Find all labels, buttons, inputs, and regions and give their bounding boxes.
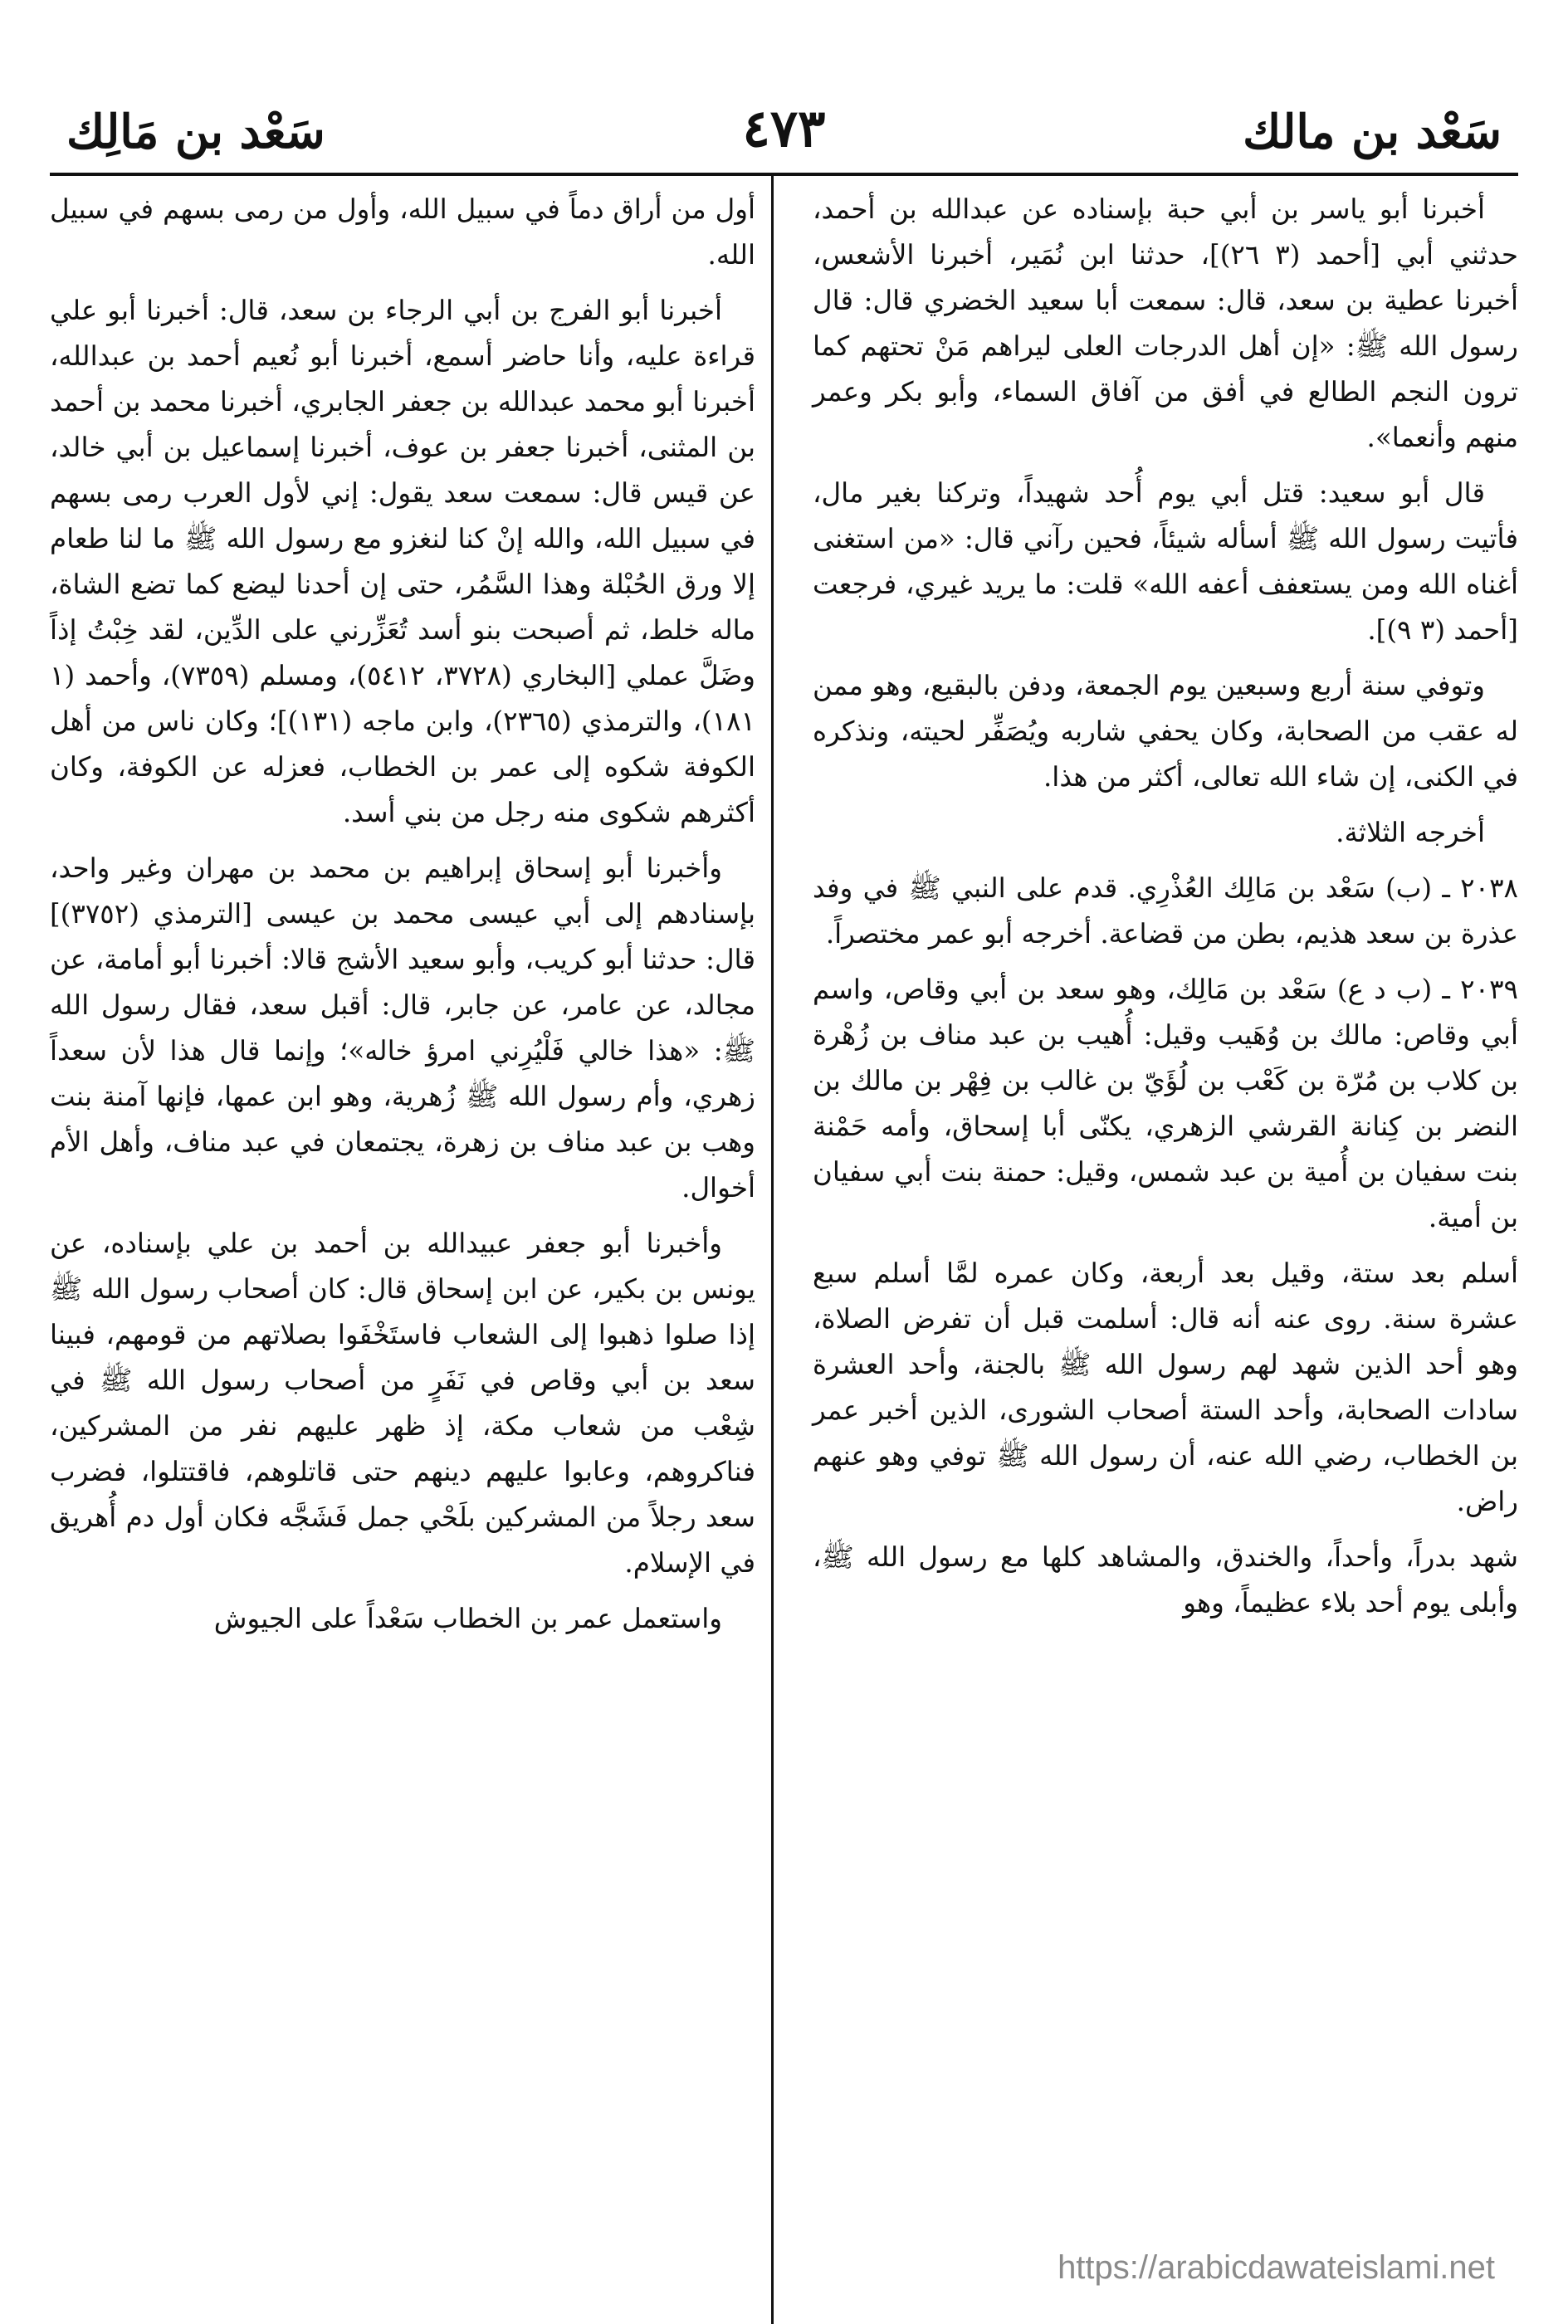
paragraph: وأخبرنا أبو إسحاق إبراهيم بن محمد بن مهران وغير واحد، بإسنادهم إلى أبي عيسى محمد بن عيسى [الترمذي (٣٧٥٢)] قال: حدثنا أبو كريب، وأبو سعيد الأشج قالا: أخبرنا أبو أمامة، عن مجالد، عن عامر، عن جابر، قال: أقبل سعد، فقال رسول الله ﷺ: «هذا خالي فَلْيُرِني امرؤ خاله»؛ وإنما قال هذا لأن سعداً زهري، وأم رسول الله ﷺ زُهرية، وهو ابن عمها، فإنها آمنة بنت وهب بن عبد مناف بن زهرة، يجتمعان في عبد مناف، وأهل الأم أخوال.: [50, 852, 755, 1204]
running-title-right: سَعْد بن مالك: [1243, 105, 1502, 159]
paragraph: وتوفي سنة أربع وسبعين يوم الجمعة، ودفن بالبقيع، وهو ممن له عقب من الصحابة، وكان يحفي شاربه ويُصَفِّر لحيته، ونذكره في الكنى، إن شاء الله تعالى، أكثر من هذا.: [813, 670, 1518, 793]
header-rule: [50, 173, 1518, 176]
entry-2038: ٢٠٣٨ ـ (ب) سَعْد بن مَالِك العُذْرِي. قدم على النبي ﷺ في وفد عذرة بن سعد هذيم، بطن من قضاعة. أخرجه أبو عمر مختصراً.: [813, 872, 1518, 950]
paragraph: أول من أراق دماً في سبيل الله، وأول من رمى بسهم في سبيل الله.: [50, 193, 755, 271]
entry-2039: ٢٠٣٩ ـ (ب د ع) سَعْد بن مَالِك، وهو سعد بن أبي وقاص، واسم أبي وقاص: مالك بن وُهَيب وقيل: أُهيب بن عبد مناف بن زُهْرة بن كلاب بن مُرّة بن كَعْب بن لُؤَيّ بن غالب بن فِهْر بن مالك بن النضر بن كِنانة القرشي الزهري، يكنّى أبا إسحاق، وأمه حَمْنة بنت سفيان بن أُمية بن عبد شمس، وقيل: حمنة بنت أبي سفيان بن أمية.: [813, 974, 1518, 1233]
paragraph: أخبرنا أبو الفرج بن أبي الرجاء بن سعد، قال: أخبرنا أبو علي قراءة عليه، وأنا حاضر أسمع، أخبرنا أبو نُعيم أحمد بن عبدالله، أخبرنا أبو محمد عبدالله بن جعفر الجابري، أخبرنا محمد بن أحمد بن المثنى، أخبرنا جعفر بن عوف، أخبرنا إسماعيل بن أبي خالد، عن قيس قال: سمعت سعد يقول: إني لأول العرب رمى بسهم في سبيل الله، والله إنْ كنا لنغزو مع رسول الله ﷺ ما لنا طعام إلا ورق الحُبْلة وهذا السَّمُر، حتى إن أحدنا ليضع كما تضع الشاة، ماله خلط، ثم أصبحت بنو أسد تُعَزِّرني على الدِّين، لقد خِبْتُ إذاً وضَلَّ عملي [البخاري (٣٧٢٨، ٥٤١٢)، ومسلم (٧٣٥٩)، وأحمد (١ ١٨١)، والترمذي (٢٣٦٥)، وابن ماجه (١٣١)]؛ وكان ناس من أهل الكوفة شكوه إلى عمر بن الخطاب، فعزله عن الكوفة، وكان أكثرهم شكوى منه رجل من بني أسد.: [50, 295, 755, 828]
paragraph: واستعمل عمر بن الخطاب سَعْداً على الجيوش: [213, 1603, 722, 1634]
paragraph: قال أبو سعيد: قتل أبي يوم أُحد شهيداً، وتركنا بغير مال، فأتيت رسول الله ﷺ أسأله شيئاً، فحين رآني قال: «من استغنى أغناه الله ومن يستعفف أعفه الله» قلت: ما يريد غيري، فرجعت [أحمد (٣ ٩)].: [813, 477, 1518, 646]
column-divider: [771, 174, 774, 2324]
paragraph: شهد بدراً، وأحداً، والخندق، والمشاهد كلها مع رسول الله ﷺ، وأبلى يوم أحد بلاء عظيماً، وهو: [813, 1541, 1518, 1618]
paragraph: أخرجه الثلاثة.: [1336, 817, 1485, 848]
right-column: [813, 187, 1518, 1636]
page-header: [50, 98, 1518, 173]
running-title-left: سَعْد بن مَالِك: [66, 105, 325, 159]
watermark-url: https://arabicdawateislami.net: [1058, 2249, 1495, 2286]
paragraph: وأخبرنا أبو جعفر عبيدالله بن أحمد بن علي بإسناده، عن يونس بن بكير، عن ابن إسحاق قال: كان أصحاب رسول الله ﷺ إذا صلوا ذهبوا إلى الشعاب فاستَخْفَوا بصلاتهم من قومهم، فبينا سعد بن أبي وقاص في نَفَرٍ من أصحاب رسول الله ﷺ في شِعْب من شعاب مكة، إذ ظهر عليهم نفر من المشركين، فناكروهم، وعابوا عليهم دينهم حتى قاتلوهم، فاقتتلوا، فضرب سعد رجلاً من المشركين بلَحْي جمل فَشَجَّه فكان أول دم أُهريق في الإسلام.: [50, 1228, 755, 1579]
paragraph: أسلم بعد ستة، وقيل بعد أربعة، وكان عمره لمَّا أسلم سبع عشرة سنة. روى عنه أنه قال: أسلمت قبل أن تفرض الصلاة، وهو أحد الذين شهد لهم رسول الله ﷺ بالجنة، وأحد العشرة سادات الصحابة، وأحد الستة أصحاب الشورى، الذين أخبر عمر بن الخطاب، رضي الله عنه، أن رسول الله ﷺ توفي وهو عنهم راض.: [813, 1257, 1518, 1517]
page-number: ٤٧٣: [742, 98, 826, 159]
paragraph: أخبرنا أبو ياسر بن أبي حبة بإسناده عن عبدالله بن أحمد، حدثني أبي [أحمد (٣ ٢٦)]، حدثنا ابن نُمَير، أخبرنا الأشعس، أخبرنا عطية بن سعد، قال: سمعت أبا سعيد الخضري قال: قال رسول الله ﷺ: «إن أهل الدرجات العلى ليراهم مَنْ تحتهم كما ترون النجم الطالع في أفق من آفاق السماء، وأبو بكر وعمر منهم وأنعما».: [813, 193, 1518, 453]
left-column: [50, 187, 755, 1652]
